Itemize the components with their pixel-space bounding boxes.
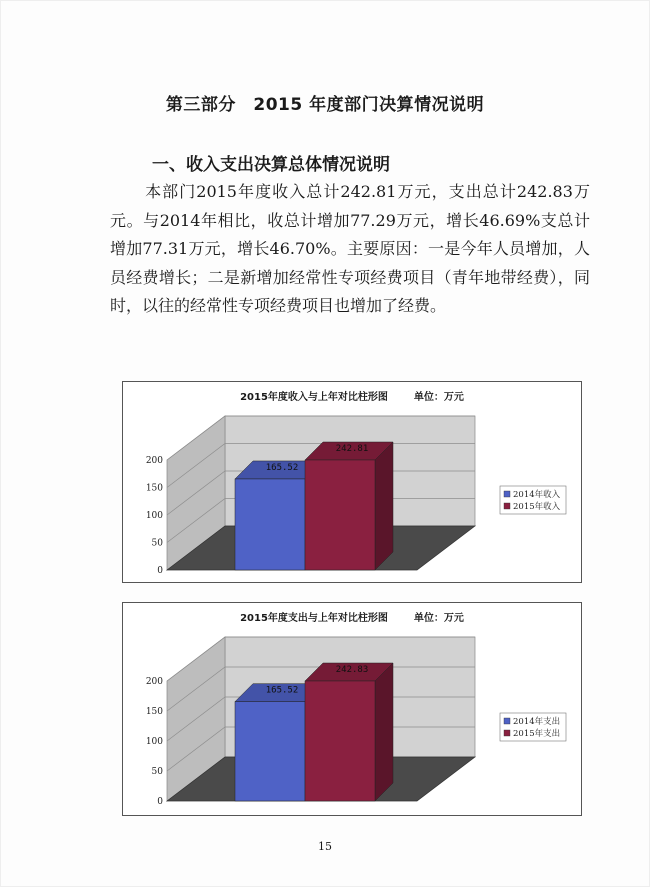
legend-swatch xyxy=(504,730,510,736)
expense-chart-unit: 单位：万元 xyxy=(413,613,464,624)
chart-bar-side xyxy=(375,663,393,801)
section-title: 一、收入支出决算总体情况说明 xyxy=(152,155,390,175)
chart-bar xyxy=(305,663,393,801)
chart-plot-1 xyxy=(123,603,581,815)
chart-ytick-label: 50 xyxy=(151,538,163,549)
income-chart-title-text: 2015年度收入与上年对比柱形图 xyxy=(240,392,388,403)
expense-chart xyxy=(122,602,582,816)
legend-swatch xyxy=(504,503,510,509)
chart-plot-0 xyxy=(123,382,581,582)
chart-ytick-label: 200 xyxy=(145,677,163,687)
chart-ytick-label: 50 xyxy=(151,767,163,777)
chart-bar xyxy=(305,442,393,570)
page-number: 15 xyxy=(318,840,332,853)
chart-bar-front xyxy=(235,702,305,801)
chart-data-label: 165.52 xyxy=(265,685,299,696)
chart-ytick-label: 150 xyxy=(145,483,163,494)
legend-label: 2015年收入 xyxy=(513,502,561,512)
income-chart xyxy=(122,381,582,583)
document-heading: 第三部分 2015 年度部门决算情况说明 xyxy=(165,95,485,115)
legend-swatch xyxy=(504,718,510,724)
chart-data-label: 242.83 xyxy=(335,665,369,675)
income-chart-title xyxy=(123,388,581,403)
expense-chart-title xyxy=(123,609,581,624)
chart-ytick-label: 150 xyxy=(145,707,163,717)
legend-swatch xyxy=(504,491,510,497)
chart-data-label: 165.52 xyxy=(265,462,299,473)
chart-ytick-label: 0 xyxy=(157,797,163,807)
legend-label: 2014年支出 xyxy=(513,717,561,727)
legend-label: 2014年收入 xyxy=(513,490,561,500)
chart-bar-front xyxy=(235,479,305,570)
paragraph-text: 本部门2015年度收入总计242.81万元，支出总计242.83万元。与2014年相比，收总计增加77.29万元，增长46.69%支总计增加77.31万元，增长46.70%。主要原因：一是今年人员增加，人员经费增长；二是新增加经常性专项经费项目（青年地带经费），同时，以往的经常性专项经费项目也增加了经费。 xyxy=(110,182,590,315)
expense-chart-title-text: 2015年度支出与上年对比柱形图 xyxy=(240,613,388,624)
chart-data-label: 242.81 xyxy=(335,444,369,454)
chart-ytick-label: 100 xyxy=(145,511,163,521)
chart-bar-front xyxy=(305,681,375,801)
legend-label: 2015年支出 xyxy=(513,729,561,739)
chart-bar-side xyxy=(375,442,393,570)
chart-bar-front xyxy=(305,460,375,570)
income-chart-unit: 单位：万元 xyxy=(413,392,464,403)
chart-ytick-label: 100 xyxy=(145,737,163,747)
body-paragraph xyxy=(110,178,590,321)
chart-ytick-label: 200 xyxy=(145,456,163,466)
chart-ytick-label: 0 xyxy=(157,566,163,576)
